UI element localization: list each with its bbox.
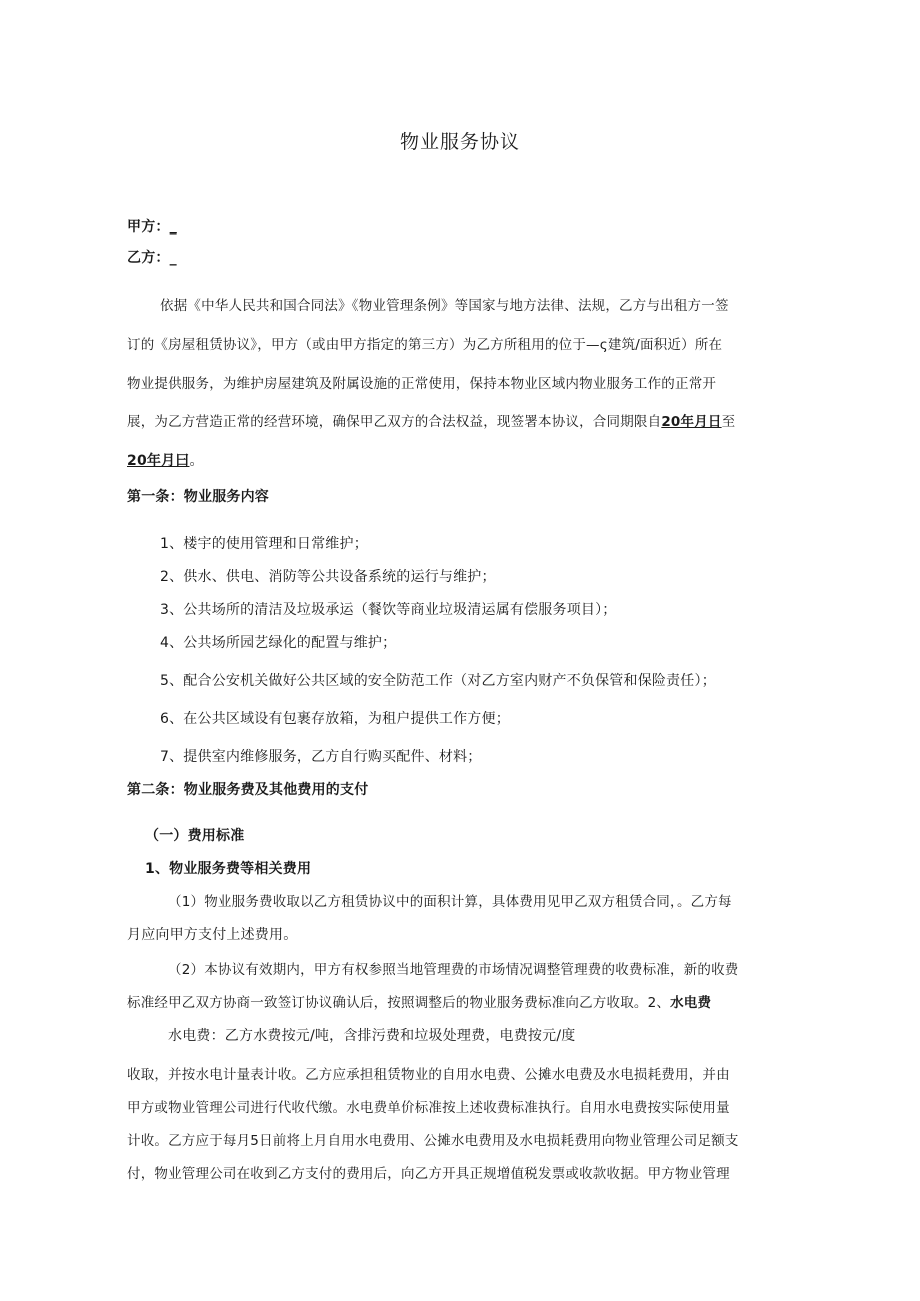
water-line-2: 收取，并按水电计量表计收。乙方应承担租赁物业的自用水电费、公摊水电费及水电损耗费用，并由	[127, 1067, 730, 1083]
party-b-blank: _	[169, 250, 177, 266]
party-b-label: 乙方：	[127, 250, 170, 266]
intro-text: 展，为乙方营造正常的经营环境，确保甲乙双方的合法权益，现签署本协议，合同期限自	[127, 414, 662, 430]
intro-line-3: 物业提供服务，为维护房屋建筑及附属设施的正常使用，保持本物业区域内物业服务工作的正常开	[127, 376, 717, 392]
water-line-3: 甲方或物业管理公司进行代收代缴。水电费单价标准按上述收费标准执行。自用水电费按实际使用量	[127, 1100, 730, 1116]
intro-to: 至	[721, 414, 736, 430]
subsection-property-fee: 1、物业服务费等相关费用	[145, 861, 312, 877]
party-a-label: 甲方：	[127, 219, 170, 235]
article-2-heading: 第二条：物业服务费及其他费用的支付	[127, 782, 369, 798]
intro-line-1: 依据《中华人民共和国合同法》《物业管理条例》等国家与地方法律、法规，乙方与出租方一签	[160, 298, 729, 314]
contract-end-date: 20年月曰	[127, 453, 190, 469]
clause-1-line-2: 月应向甲方支付上述费用。	[127, 927, 298, 943]
list-item: 7、提供室内维修服务，乙方自行购买配件、材料；	[160, 749, 482, 765]
intro-end: 。	[189, 453, 204, 469]
water-line-5: 付，物业管理公司在收到乙方支付的费用后，向乙方开具正规增值税发票或收款收据。甲方物业管理	[127, 1166, 730, 1182]
list-item: 6、在公共区域设有包裹存放箱，为租户提供工作方便；	[160, 711, 510, 727]
clause-2-line-2	[127, 993, 711, 1013]
list-item: 2、供水、供电、消防等公共设备系统的运行与维护；	[160, 569, 496, 585]
water-line-1: 水电费：乙方水费按元/吨，含排污费和垃圾处理费，电费按元/度	[168, 1028, 576, 1044]
document-title: 物业服务协议	[399, 131, 520, 153]
list-item: 4、公共场所园艺绿化的配置与维护；	[160, 635, 397, 651]
party-a-blank: _	[169, 219, 177, 235]
intro-line-5	[127, 451, 204, 471]
list-item: 3、公共场所的清洁及垃圾承运（餐饮等商业垃圾清运属有偿服务项目）；	[160, 602, 617, 618]
list-item: 1、楼宇的使用管理和日常维护；	[160, 536, 368, 552]
party-a-line	[127, 217, 177, 237]
water-line-4: 计收。乙方应于每月5日前将上月自用水电费用、公摊水电费用及水电损耗费用向物业管理公司足额支	[127, 1133, 739, 1149]
article-1-heading: 第一条：物业服务内容	[127, 489, 269, 505]
clause-2-line-1: （2）本协议有效期内，甲方有权参照当地管理费的市场情况调整管理费的收费标准，新的收费	[168, 962, 739, 978]
intro-line-2: 订的《房屋租赁协议》，甲方（或由甲方指定的第三方）为乙方所租用的位于—ς建筑/面积近）所在	[127, 337, 723, 353]
list-item: 5、配合公安机关做好公共区域的安全防范工作（对乙方室内财产不负保管和保险责任）；	[160, 673, 716, 689]
clause-1-line-1: （1）物业服务费收取以乙方租赁协议中的面积计算，具体费用见甲乙双方租赁合同，。乙方每	[168, 894, 732, 910]
contract-start-date: 20年月日	[661, 414, 722, 430]
section-fee-standard: （一）费用标准	[145, 828, 245, 844]
intro-line-4	[127, 412, 735, 432]
party-b-line	[127, 248, 177, 268]
utility-fee-heading: 水电费	[670, 995, 712, 1011]
clause-2-text: 标准经甲乙双方协商一致签订协议确认后，按照调整后的物业服务费标准向乙方收取。2、	[127, 995, 671, 1011]
